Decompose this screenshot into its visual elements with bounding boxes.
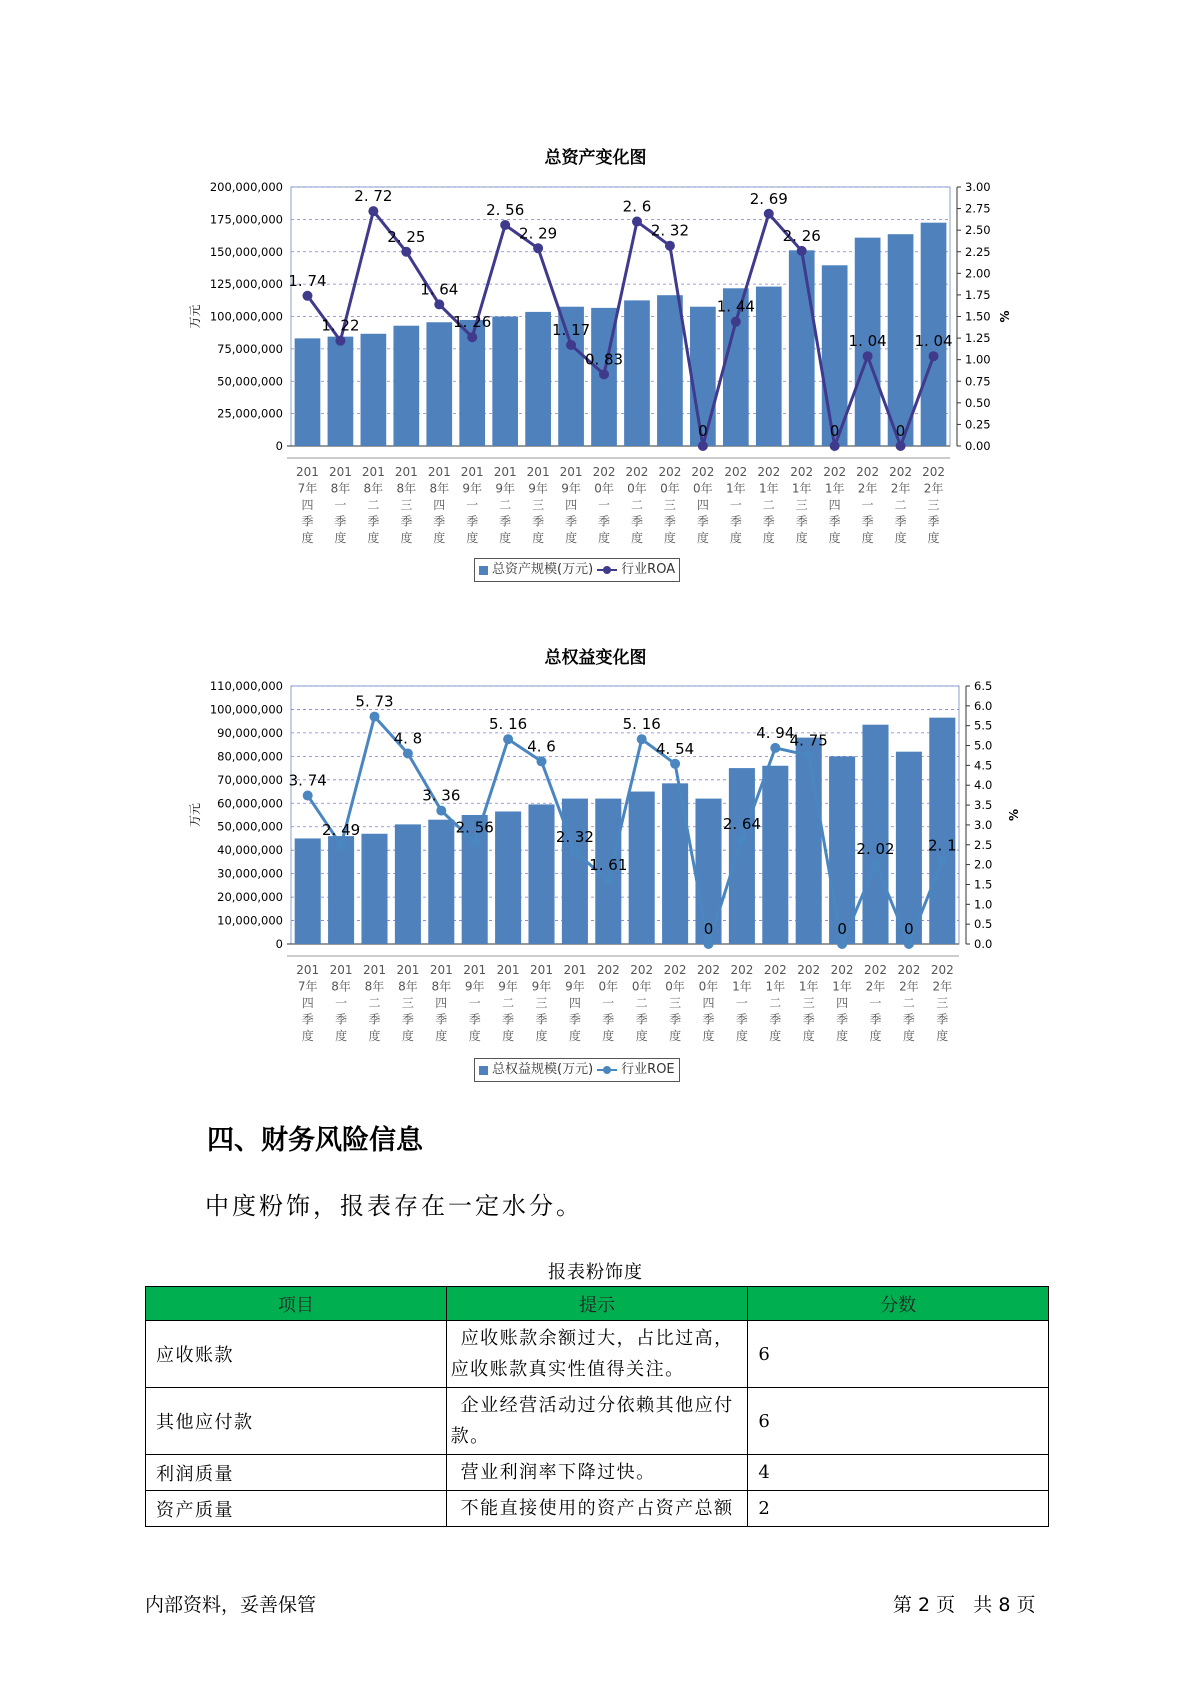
- x-tick-label: 201 7年四季度: [296, 465, 319, 545]
- line-point: [731, 317, 741, 327]
- y-tick-label: 200,000,000: [209, 180, 283, 194]
- x-tick-label: 202 1年一季度: [724, 465, 748, 545]
- line-point: [570, 847, 580, 857]
- row-item: 利润质量: [146, 1455, 447, 1491]
- row-hint: [446, 1388, 748, 1455]
- data-label: 0: [698, 422, 708, 440]
- line-point: [670, 759, 680, 769]
- x-tick-label: 201 9年一季度: [460, 465, 484, 545]
- x-tick-label: 202 1年三季度: [790, 465, 814, 545]
- line-point: [904, 939, 914, 949]
- bar: [328, 337, 354, 446]
- x-tick-label: 201 8年四季度: [429, 963, 453, 1043]
- legend-line-swatch: [597, 569, 617, 571]
- y2-axis-label: %: [1007, 808, 1021, 822]
- data-label: 4. 54: [656, 739, 695, 758]
- line-point: [533, 243, 543, 253]
- x-tick-label: 201 9年四季度: [559, 465, 583, 545]
- line-point: [599, 369, 609, 379]
- data-label: 2. 26: [782, 226, 821, 245]
- y-tick-label: 0: [275, 937, 283, 951]
- y2-tick-label: 1.0: [974, 897, 993, 912]
- hint-line: 营业利润率下降过快。: [460, 1462, 656, 1483]
- x-tick-label: 202 1年二季度: [763, 963, 787, 1043]
- line-point: [503, 734, 513, 744]
- hint-line: 应收账款真实性值得关注。: [450, 1359, 685, 1380]
- table-header-row: [146, 1287, 1049, 1321]
- data-label: 2. 29: [519, 224, 558, 243]
- y-tick-label: 110,000,000: [209, 679, 283, 693]
- y-tick-label: 100,000,000: [209, 309, 283, 324]
- line-point: [537, 756, 547, 766]
- y-tick-label: 80,000,000: [217, 749, 283, 764]
- x-tick-label: 201 9年三季度: [526, 465, 550, 545]
- y2-tick-label: 4.5: [974, 758, 993, 773]
- line-point: [467, 332, 477, 342]
- row-score: 6: [748, 1388, 1049, 1455]
- y-axis-label: 万元: [188, 802, 202, 828]
- y2-tick-label: 2.25: [965, 244, 991, 259]
- line-point: [436, 806, 446, 816]
- row-score: 6: [748, 1321, 1049, 1388]
- hint-line: 款。: [450, 1426, 490, 1447]
- header-score: 分数: [748, 1287, 1049, 1321]
- bar: [562, 799, 588, 944]
- y2-tick-label: 1.00: [965, 352, 991, 367]
- y2-tick-label: 1.25: [965, 331, 991, 346]
- data-label: 2. 1: [927, 836, 957, 855]
- y2-tick-label: 6.0: [974, 698, 993, 713]
- y2-tick-label: 0.25: [965, 417, 991, 432]
- y-tick-label: 125,000,000: [209, 277, 283, 292]
- line-point: [764, 209, 774, 219]
- data-label: 2. 64: [722, 815, 761, 834]
- line-point: [830, 441, 840, 451]
- data-label: 2. 02: [856, 839, 895, 858]
- bar: [528, 804, 554, 944]
- y-tick-label: 0: [275, 439, 283, 453]
- bar: [629, 792, 655, 944]
- x-tick-label: 201 8年四季度: [427, 465, 451, 545]
- bar: [624, 300, 650, 446]
- line-point: [566, 340, 576, 350]
- risk-table: [145, 1286, 1049, 1527]
- legend-bar-swatch: [479, 566, 488, 575]
- total-assets-chart: [0, 165, 1191, 565]
- x-tick-label: 202 0年三季度: [663, 963, 687, 1043]
- y-tick-label: 20,000,000: [217, 890, 283, 905]
- y-tick-label: 75,000,000: [217, 341, 283, 356]
- x-tick-label: 201 8年二季度: [361, 465, 385, 545]
- footer-confidential: 内部资料，妥善保管: [145, 1594, 317, 1616]
- y-tick-label: 50,000,000: [217, 819, 283, 834]
- y2-tick-label: 0.0: [974, 937, 993, 951]
- line-point: [336, 840, 346, 850]
- y2-tick-label: 0.75: [965, 374, 991, 389]
- data-label: 0: [895, 422, 906, 440]
- x-tick-label: 201 8年三季度: [396, 963, 420, 1043]
- line-point: [737, 834, 747, 844]
- line-point: [698, 441, 708, 451]
- legend-line-swatch: [597, 1069, 617, 1071]
- y-tick-label: 70,000,000: [217, 772, 283, 787]
- data-label: 2. 32: [650, 221, 690, 240]
- y2-tick-label: 3.0: [974, 817, 993, 832]
- data-label: 2. 25: [387, 227, 426, 246]
- y2-tick-label: 0.5: [974, 917, 993, 932]
- line-point: [401, 247, 411, 257]
- y-axis-label: 万元: [188, 304, 202, 329]
- data-label: 1. 64: [420, 280, 459, 299]
- row-score: 4: [748, 1455, 1049, 1491]
- y-tick-label: 100,000,000: [209, 702, 283, 717]
- y2-tick-label: 1.50: [965, 309, 991, 324]
- x-tick-label: 201 9年三季度: [530, 963, 553, 1043]
- line-point: [929, 351, 939, 361]
- y2-tick-label: 0.50: [965, 395, 991, 410]
- data-label: 5. 73: [355, 692, 394, 711]
- hint-line: 企业经营活动过分依赖其他应付: [460, 1395, 734, 1416]
- line-point: [637, 734, 647, 744]
- line-point: [837, 939, 847, 949]
- x-tick-label: 201 8年二季度: [363, 963, 386, 1043]
- x-tick-label: 201 8年三季度: [394, 465, 418, 545]
- bar: [829, 756, 855, 944]
- bar: [395, 824, 421, 944]
- bar: [762, 766, 788, 944]
- y-tick-label: 60,000,000: [217, 796, 283, 811]
- x-tick-label: 202 2年一季度: [856, 465, 880, 545]
- x-tick-label: 202 1年四季度: [830, 963, 854, 1043]
- row-item: 应收账款: [146, 1321, 447, 1388]
- x-tick-label: 202 0年一季度: [596, 963, 620, 1043]
- x-tick-label: 202 0年二季度: [625, 465, 649, 545]
- bar: [929, 718, 955, 944]
- line-point: [937, 856, 947, 866]
- bar: [862, 725, 888, 944]
- line-point: [804, 750, 814, 760]
- line-point: [500, 220, 510, 230]
- y-tick-label: 10,000,000: [217, 913, 283, 928]
- line-point: [434, 299, 444, 309]
- row-hint: [446, 1455, 748, 1491]
- bar: [295, 838, 321, 944]
- x-tick-label: 202 0年四季度: [697, 963, 720, 1043]
- table-row: [146, 1491, 1049, 1527]
- legend-bar-label: 总权益规模(万元): [492, 1062, 594, 1077]
- line-point: [470, 837, 480, 847]
- y-tick-label: 40,000,000: [217, 843, 283, 858]
- table-row: [146, 1321, 1049, 1388]
- row-hint: [446, 1321, 748, 1388]
- data-label: 0: [837, 920, 847, 938]
- bar: [525, 312, 551, 446]
- y-tick-label: 90,000,000: [217, 725, 283, 740]
- y-tick-label: 30,000,000: [217, 866, 283, 881]
- y2-tick-label: 0.00: [965, 439, 991, 453]
- y2-tick-label: 6.5: [974, 679, 993, 693]
- x-tick-label: 202 1年四季度: [823, 465, 847, 545]
- x-tick-label: 202 2年三季度: [922, 465, 945, 545]
- row-hint: [446, 1491, 748, 1527]
- legend-line-label: 行业ROA: [621, 562, 676, 577]
- x-tick-label: 201 8年一季度: [328, 465, 352, 545]
- x-tick-label: 202 2年二季度: [897, 963, 921, 1043]
- bar: [657, 295, 683, 446]
- bar: [495, 811, 521, 944]
- x-tick-label: 202 0年二季度: [630, 963, 654, 1043]
- data-label: 0. 83: [584, 350, 624, 369]
- row-item: 资产质量: [146, 1491, 447, 1527]
- line-point: [335, 336, 345, 346]
- y2-tick-label: 1.5: [974, 877, 993, 892]
- x-tick-label: 202 0年一季度: [592, 465, 616, 545]
- bar: [428, 820, 454, 944]
- y-tick-label: 175,000,000: [209, 212, 283, 227]
- data-label: 4. 75: [789, 731, 828, 750]
- line-point: [368, 206, 378, 216]
- section-heading: 四、财务风险信息: [207, 1125, 423, 1156]
- bar: [295, 338, 321, 446]
- x-tick-label: 201 7年四季度: [296, 963, 320, 1043]
- line-point: [665, 241, 675, 251]
- data-label: 1. 74: [288, 271, 327, 290]
- total-equity-chart: [0, 665, 1191, 1065]
- chart1-title: 总资产变化图: [544, 148, 647, 168]
- x-tick-label: 202 2年二季度: [889, 465, 913, 545]
- data-label: 0: [703, 920, 714, 938]
- table-row: [146, 1455, 1049, 1491]
- line-point: [704, 939, 714, 949]
- x-tick-label: 202 1年一季度: [730, 963, 754, 1043]
- y2-tick-label: 1.75: [965, 287, 991, 302]
- bar: [361, 334, 387, 446]
- bar: [328, 836, 354, 944]
- data-label: 1. 04: [848, 332, 887, 351]
- chart2-title: 总权益变化图: [544, 648, 647, 668]
- y2-tick-label: 2.5: [974, 837, 993, 852]
- data-label: 1. 61: [589, 856, 628, 875]
- line-point: [770, 743, 780, 753]
- row-item: 其他应付款: [146, 1388, 447, 1455]
- data-label: 1. 17: [551, 320, 591, 339]
- data-label: 1. 04: [914, 332, 953, 351]
- x-tick-label: 202 0年三季度: [658, 465, 682, 545]
- data-label: 5. 16: [622, 715, 661, 734]
- risk-summary: 中度粉饰，报表存在一定水分。: [205, 1192, 583, 1220]
- line-point: [603, 875, 613, 885]
- line-point: [303, 791, 313, 801]
- x-tick-label: 201 8年一季度: [329, 963, 353, 1043]
- y-tick-label: 150,000,000: [209, 244, 283, 259]
- legend-line-label: 行业ROE: [621, 1062, 675, 1077]
- y2-tick-label: 4.0: [974, 778, 993, 793]
- x-tick-label: 202 0年四季度: [691, 465, 715, 545]
- line-point: [403, 748, 413, 758]
- bar: [796, 738, 822, 944]
- table-row: [146, 1388, 1049, 1455]
- x-tick-label: 202 2年三季度: [930, 963, 954, 1043]
- y2-axis-label: %: [998, 310, 1012, 323]
- line-point: [797, 246, 807, 256]
- legend-bar-swatch: [479, 1066, 488, 1075]
- line-point: [863, 351, 873, 361]
- y2-tick-label: 2.75: [965, 201, 991, 216]
- data-label: 2. 72: [354, 187, 393, 206]
- data-label: 2. 32: [555, 827, 594, 846]
- y2-tick-label: 3.5: [974, 798, 993, 813]
- data-label: 0: [904, 920, 914, 938]
- header-hint: 提示: [446, 1287, 748, 1321]
- data-label: 2. 6: [622, 197, 652, 216]
- data-label: 2. 69: [749, 189, 788, 208]
- data-label: 2. 56: [455, 818, 494, 837]
- line-point: [871, 859, 881, 869]
- table-caption: 报表粉饰度: [548, 1262, 643, 1283]
- line-point: [896, 441, 906, 451]
- line-point: [370, 712, 380, 722]
- data-label: 4. 6: [527, 737, 556, 756]
- x-tick-label: 202 1年二季度: [757, 465, 781, 545]
- data-label: 1. 22: [321, 316, 360, 335]
- x-tick-label: 202 2年一季度: [864, 963, 887, 1043]
- data-label: 2. 49: [322, 821, 361, 840]
- row-score: 2: [748, 1491, 1049, 1527]
- line-point: [632, 217, 642, 227]
- y2-tick-label: 2.50: [965, 223, 991, 238]
- y2-tick-label: 3.00: [965, 180, 991, 194]
- chart1-legend: [474, 558, 680, 582]
- y2-tick-label: 2.00: [965, 266, 991, 281]
- data-label: 2. 56: [486, 200, 525, 219]
- data-label: 5. 16: [489, 715, 528, 734]
- y2-tick-label: 5.5: [974, 718, 993, 733]
- x-tick-label: 201 9年二季度: [493, 465, 517, 545]
- x-tick-label: 201 9年四季度: [563, 963, 587, 1043]
- bar: [888, 234, 914, 446]
- footer-page-number: 第 2 页 共 8 页: [893, 1594, 1036, 1616]
- data-label: 3. 36: [422, 786, 461, 805]
- hint-line: 应收账款余额过大，占比过高，: [460, 1328, 734, 1349]
- data-label: 1. 44: [716, 297, 755, 316]
- bar: [492, 317, 518, 447]
- bar: [896, 752, 922, 944]
- data-label: 0: [829, 422, 840, 440]
- hint-line: 不能直接使用的资产占资产总额: [460, 1498, 734, 1519]
- header-item: 项目: [146, 1287, 447, 1321]
- x-tick-label: 202 1年三季度: [797, 963, 821, 1043]
- y-tick-label: 25,000,000: [217, 406, 283, 421]
- bar: [393, 326, 419, 446]
- bar: [789, 250, 815, 446]
- bar: [426, 322, 452, 446]
- bar: [361, 834, 387, 944]
- y-tick-label: 50,000,000: [217, 374, 283, 389]
- data-label: 4. 94: [756, 723, 795, 742]
- bar: [729, 768, 755, 944]
- x-tick-label: 201 9年一季度: [463, 963, 487, 1043]
- bar: [756, 287, 782, 446]
- chart2-legend: [474, 1058, 680, 1082]
- x-tick-label: 201 9年二季度: [496, 963, 520, 1043]
- y2-tick-label: 2.0: [974, 857, 993, 872]
- data-label: 4. 8: [393, 729, 423, 748]
- data-label: 3. 74: [288, 771, 327, 790]
- y2-tick-label: 5.0: [974, 738, 993, 753]
- data-label: 1. 26: [453, 313, 492, 332]
- line-point: [302, 291, 312, 301]
- legend-bar-label: 总资产规模(万元): [492, 562, 594, 577]
